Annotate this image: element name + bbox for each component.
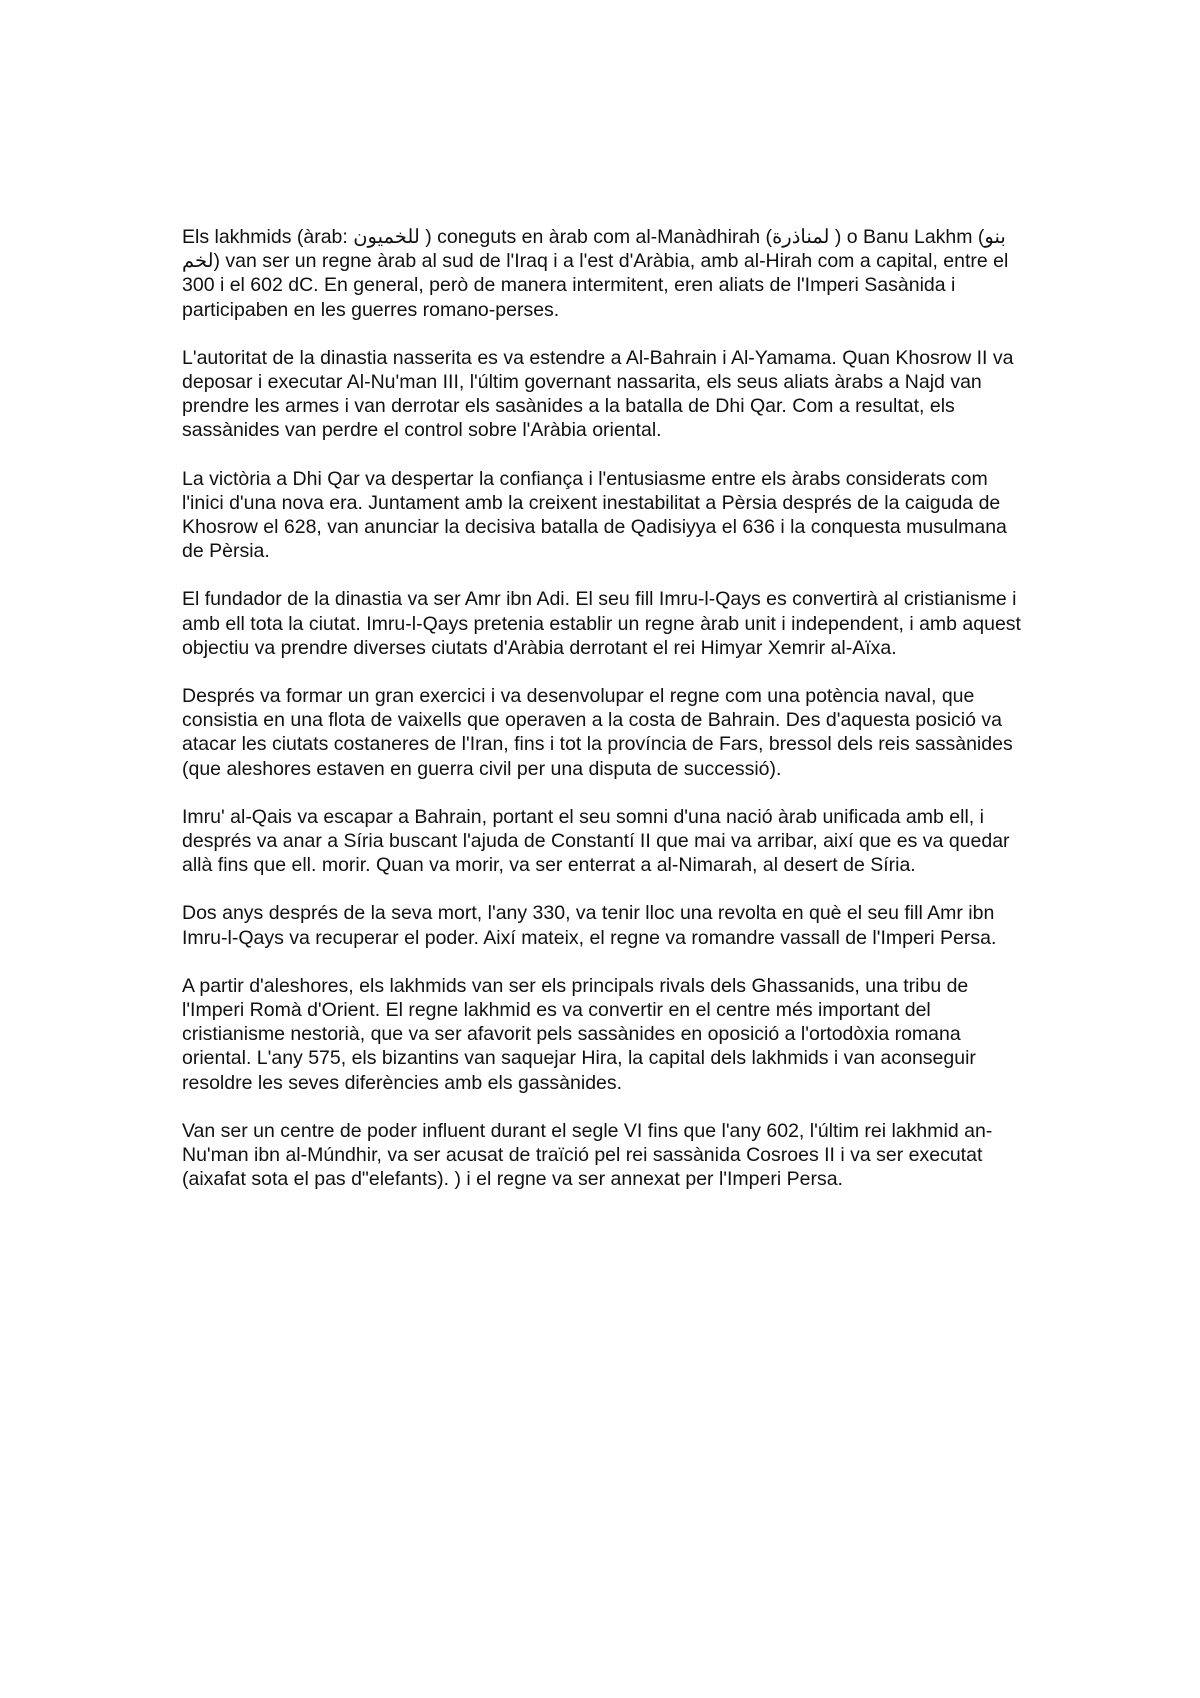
paragraph-1: Els lakhmids (àrab: للخميون ) coneguts en àrab com al-Manàdhirah (لمناذرة ) o Banu Lakhm (بنو لخم) van ser un regne àrab al sud de l'Iraq i a l'est d'Aràbia, amb al-Hirah com a capital, entre el 300 i el 602 dC. En general, però de manera intermitent, eren aliats de l'Imperi Sasànida i participaben en les guerres romano-perses. bbox=[182, 226, 1009, 321]
paragraph-4: El fundador de la dinastia va ser Amr ibn Adi. El seu fill Imru-l-Qays es convertirà al cristianisme i amb ell tota la ciutat. Imru-l-Qays pretenia establir un regne àrab unit i independent, i amb aquest objectiu va prendre diverses ciutats d'Aràbia derrotant el rei Himyar Xemrir al-Aïxa. bbox=[182, 588, 1021, 659]
paragraph-8: A partir d'aleshores, els lakhmids van ser els principals rivals dels Ghassanids, una tribu de l'Imperi Romà d'Orient. El regne lakhmid es va convertir en el centre més important del cristianisme nestorià, que va ser afavorit pels sassànides en oposició a l'ortodòxia romana oriental. L'any 575, els bizantins van saquejar Hira, la capital dels lakhmids i van aconseguir resoldre les seves diferències amb els gassànides. bbox=[182, 974, 976, 1094]
paragraph-7: Dos anys després de la seva mort, l'any 330, va tenir lloc una revolta en què el seu fill Amr ibn Imru-l-Qays va recuperar el poder. Així mateix, el regne va romandre vassall de l'Imperi Persa. bbox=[182, 902, 997, 949]
paragraph-5: Després va formar un gran exercici i va desenvolupar el regne com una potència naval, que consistia en una flota de vaixells que operaven a la costa de Bahrain. Des d'aquesta posició va atacar les ciutats costaneres de l'Iran, fins i tot la província de Fars, bressol dels reis sassànides (que aleshores estaven en guerra civil per una disputa de successió). bbox=[182, 685, 1013, 780]
document-body bbox=[182, 225, 1032, 1216]
paragraph-6: Imru' al-Qais va escapar a Bahrain, portant el seu somni d'una nació àrab unificada amb ell, i després va anar a Síria buscant l'ajuda de Constantí II que mai va arribar, així que es va quedar allà fins que ell. morir. Quan va morir, va ser enterrat a al-Nimarah, al desert de Síria. bbox=[182, 805, 1010, 877]
paragraph-9: Van ser un centre de poder influent durant el segle VI fins que l'any 602, l'últim rei lakhmid an-Nu'man ibn al-Múndhir, va ser acusat de traïció pel rei sassànida Cosroes II i va ser executat (aixafat sota el pas d"elefants). ) i el regne va ser annexat per l'Imperi Persa. bbox=[182, 1119, 993, 1191]
paragraph-3: La victòria a Dhi Qar va despertar la confiança i l'entusiasme entre els àrabs considerats com l'inici d'una nova era. Juntament amb la creixent inestabilitat a Pèrsia després de la caiguda de Khosrow el 628, van anunciar la decisiva batalla de Qadisiyya el 636 i la conquesta musulmana de Pèrsia. bbox=[182, 467, 1007, 563]
paragraph-2: L'autoritat de la dinastia nasserita es va estendre a Al-Bahrain i Al-Yamama. Quan Khosrow II va deposar i executar Al-Nu'man III, l'últim governant nassarita, els seus aliats àrabs a Najd van prendre les armes i van derrotar els sasànides a la batalla de Dhi Qar. Com a resultat, els sassànides van perdre el control sobre l'Aràbia oriental. bbox=[182, 346, 1014, 442]
